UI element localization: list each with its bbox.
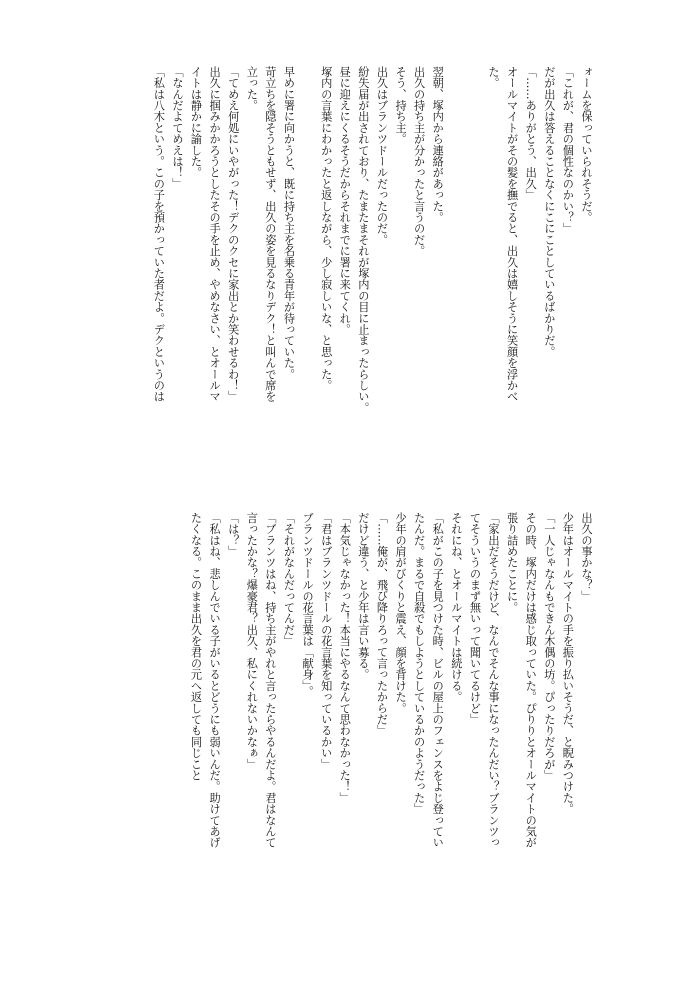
lower-text-line: 「一人じゃなんもできん木偶の坊。ぴったりだろが」 [542, 512, 556, 781]
upper-text-line: 出久に掴みかかろうとしたその手を止め、やめなさい、とオールマ [208, 66, 222, 402]
upper-text-line: 出久はブランツドールだったのだ。 [375, 66, 389, 246]
lower-text-line: ブランツドールの花言葉は「献身」。 [301, 512, 315, 697]
upper-text-line: ォームを保っていられそうだ。 [580, 66, 593, 223]
upper-text-line: 「なんだよてめえは！」 [170, 66, 184, 190]
lower-text-line: 「それがなんだってんだ」 [282, 512, 296, 647]
lower-text-block [105, 512, 595, 942]
lower-text-line: だけど違う、と少年は言い募る。 [356, 512, 370, 680]
lower-text-line: 少年はオールマイトの手を振り払いそうだ、と睨みつけた。 [561, 512, 575, 815]
upper-text-line: 出久の持ち主が分かったと言うのだ。 [412, 66, 426, 257]
upper-text-line: 苛立ちを隠そうともせず、出久の姿を見るなりデク！と叫んで席を [263, 66, 277, 402]
lower-text-line: 少年の肩がびくりと震え、顔を背けた。 [394, 512, 408, 714]
lower-text-line: 言ったかな？爆豪君？出久、私にくれないかなぁ」 [245, 512, 259, 770]
upper-text-block [105, 66, 595, 496]
lower-text-line: 「私はね、悲しんでいる子がいるとどうにも弱いんだ。助けてあげ [208, 512, 222, 848]
upper-text-line: た。 [487, 66, 501, 89]
upper-text-line: イトは静かに諭した。 [189, 66, 203, 178]
lower-text-line: 「……俺が、飛び降りろって言ったからだ」 [375, 512, 389, 736]
upper-text-line [298, 66, 317, 496]
lower-text-line: 「本気じゃなかった！本当にやるなんて思わなかった！」 [338, 512, 352, 804]
upper-text-line: 「私は八木という。この子を預かっていた者だよ。デクというのは [152, 66, 166, 402]
upper-text-line: 塚内の言葉にわかったと返しながら、少し寂しいな、と思った。 [319, 66, 333, 391]
upper-text-line: 「てめえ何処にいやがった！デクのクセに家出とか笑わせるわ！」 [226, 66, 240, 402]
lower-text-line: 出久の事かな？」 [580, 512, 593, 602]
upper-text-line: 「……ありがとう、出久」 [524, 66, 538, 201]
lower-text-line: 「私がこの子を見つけた時、ビルの屋上のフェンスをよじ登ってい [431, 512, 445, 848]
upper-text-line [465, 66, 484, 496]
lower-text-line: 張り詰めたことに。 [505, 512, 519, 613]
upper-text-line: 早めに署に向かうと、既に持ち主を名乗る青年が待っていた。 [282, 66, 296, 380]
upper-text-line: 立った。 [245, 66, 259, 111]
upper-text-line: だが出久は答えることなくにこにことしているばかりだ。 [542, 66, 556, 358]
upper-text-line [446, 66, 465, 496]
lower-text-line: その時、塚内だけは感じ取っていた。ぴりりとオールマイトの気が [524, 512, 538, 848]
lower-text-line: 「君はブランツドールの花言葉を知っているかい」 [319, 512, 333, 770]
upper-text-line: そう、持ち主。 [394, 66, 408, 145]
lower-text-line: それにね、とオールマイトは続ける。 [449, 512, 463, 703]
upper-text-line: 「これが、君の個性なのかい？」 [561, 66, 575, 234]
upper-text-line: オールマイトがその髪を撫でると、出久は嬉しそうに笑顔を浮かべ [505, 66, 519, 402]
upper-text-line: 紛失届が出されており、たまたまそれが塚内の目に止まったらしい。 [356, 66, 370, 414]
upper-text-line: 翌朝、塚内から連絡があった。 [431, 66, 445, 223]
lower-text-line: 「ブランツはね、持ち主がやれと言ったらやるんだよ。君はなんて [263, 512, 277, 848]
lower-text-line: てそういうのまず無いって聞いてるけど」 [468, 512, 482, 725]
upper-text-line: 昼に迎えにくるそうだからそれまでに署に来てくれ。 [338, 66, 352, 335]
lower-text-line: たんだ。まるで自殺でもしようとしているかのようだった」 [412, 512, 426, 815]
lower-text-line: 「は？」 [226, 512, 240, 557]
lower-text-line: 「家出だそうだけど、なんでそんな事になったんだい？ブランツっ [487, 512, 501, 848]
lower-text-line: たくなる。このまま出久を君の元へ返しても同じこと [189, 512, 203, 781]
